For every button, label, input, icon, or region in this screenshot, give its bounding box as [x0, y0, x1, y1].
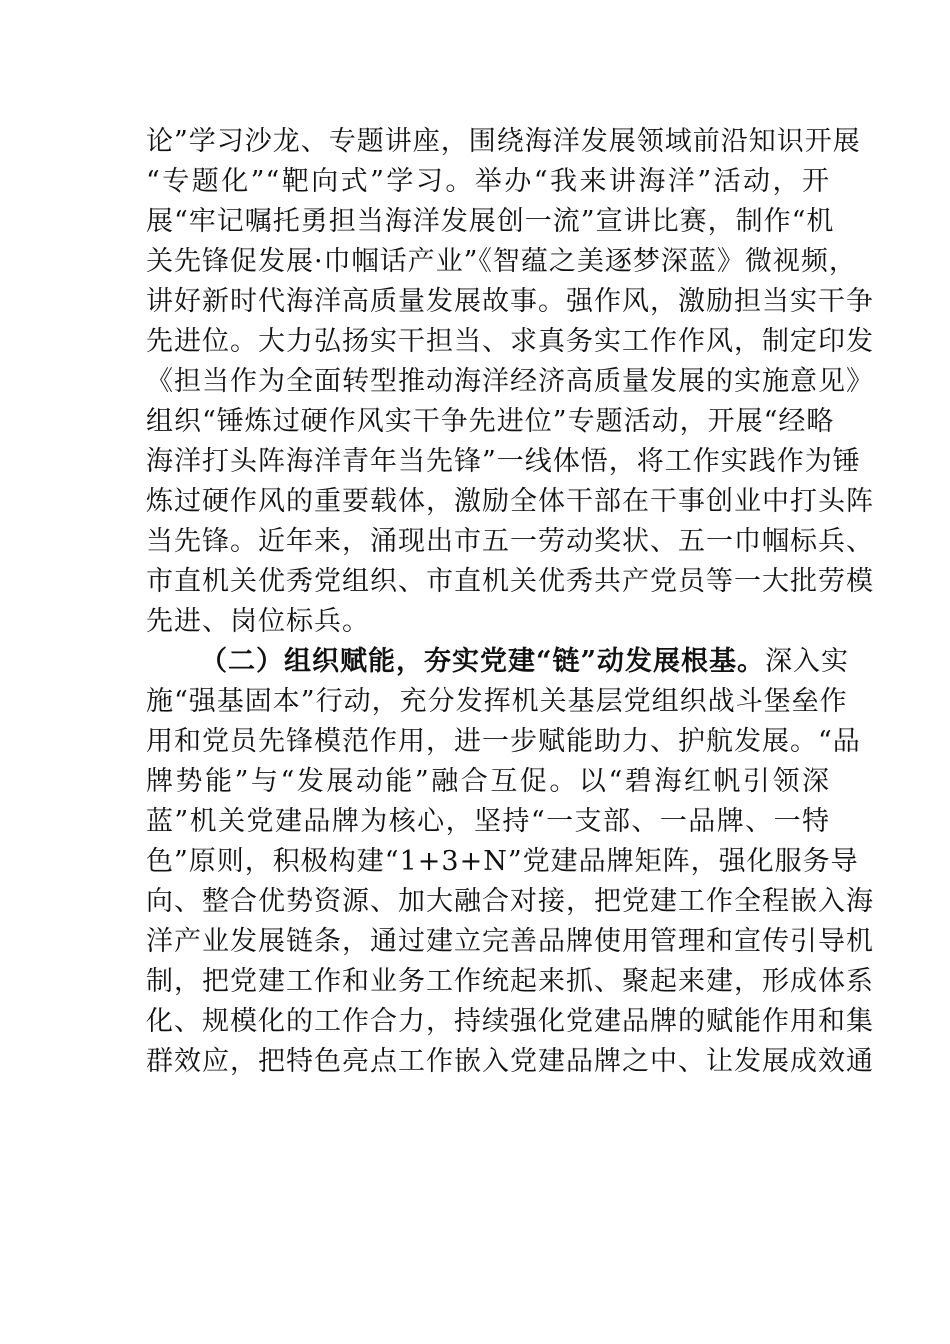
text-line: 关先锋促发展·巾帼话产业”《智蕴之美逐梦深蓝》微视频，	[146, 246, 857, 277]
text-line: 化、规模化的工作合力，持续强化党建品牌的赋能作用和集	[146, 1006, 874, 1037]
text-line: 先进位。大力弘扬实干担当、求真务实工作作风，制定印发	[146, 326, 874, 357]
text-line: 用和党员先锋模范作用，进一步赋能助力、护航发展。“品	[146, 726, 861, 757]
text-line: 市直机关优秀党组织、市直机关优秀共产党员等一大批劳模	[146, 566, 874, 597]
text-line: 制，把党建工作和业务工作统起来抓、聚起来建，形成体系	[146, 966, 874, 997]
text-line: 当先锋。近年来，涌现出市五一劳动奖状、五一巾帼标兵、	[146, 526, 874, 557]
text-line: 炼过硬作风的重要载体，激励全体干部在干事创业中打头阵	[146, 486, 874, 517]
body-text	[146, 122, 874, 1082]
text-line: 讲好新时代海洋高质量发展故事。强作风，激励担当实干争	[146, 286, 874, 317]
text-line: 《担当作为全面转型推动海洋经济高质量发展的实施意见》	[146, 366, 874, 397]
text-line: 向、整合优势资源、加大融合对接，把党建工作全程嵌入海	[146, 886, 874, 917]
text-line: “专题化”“靶向式”学习。举办“我来讲海洋”活动，开	[146, 166, 830, 197]
text-line: 色”原则，积极构建“1+3+N”党建品牌矩阵，强化服务导	[146, 846, 859, 877]
text-line: 施“强基固本”行动，充分发挥机关基层党组织战斗堡垒作	[146, 686, 848, 717]
heading-line-text: 深入实	[765, 646, 850, 677]
text-line: 论”学习沙龙、专题讲座，围绕海洋发展领域前沿知识开展	[146, 126, 861, 157]
text-line: 展“牢记嘱托勇担当海洋发展创一流”宣讲比赛，制作“机	[146, 206, 835, 237]
text-line: 先进、岗位标兵。	[146, 606, 370, 637]
section-heading: （二）组织赋能，夯实党建“链”动发展根基。	[200, 646, 766, 677]
text-line: 洋产业发展链条，通过建立完善品牌使用管理和宣传引导机	[146, 926, 874, 957]
text-line: 组织“锤炼过硬作风实干争先进位”专题活动，开展“经略	[146, 406, 835, 437]
section-heading-line	[146, 642, 850, 682]
text-line: 群效应，把特色亮点工作嵌入党建品牌之中、让发展成效通	[146, 1046, 874, 1077]
text-line: 海洋打头阵海洋青年当先锋”一线体悟，将工作实践作为锤	[146, 446, 861, 477]
text-line: 牌势能”与“发展动能”融合互促。以“碧海红帆引领深	[146, 766, 830, 797]
text-line: 蓝”机关党建品牌为核心，坚持“一支部、一品牌、一特	[146, 806, 830, 837]
